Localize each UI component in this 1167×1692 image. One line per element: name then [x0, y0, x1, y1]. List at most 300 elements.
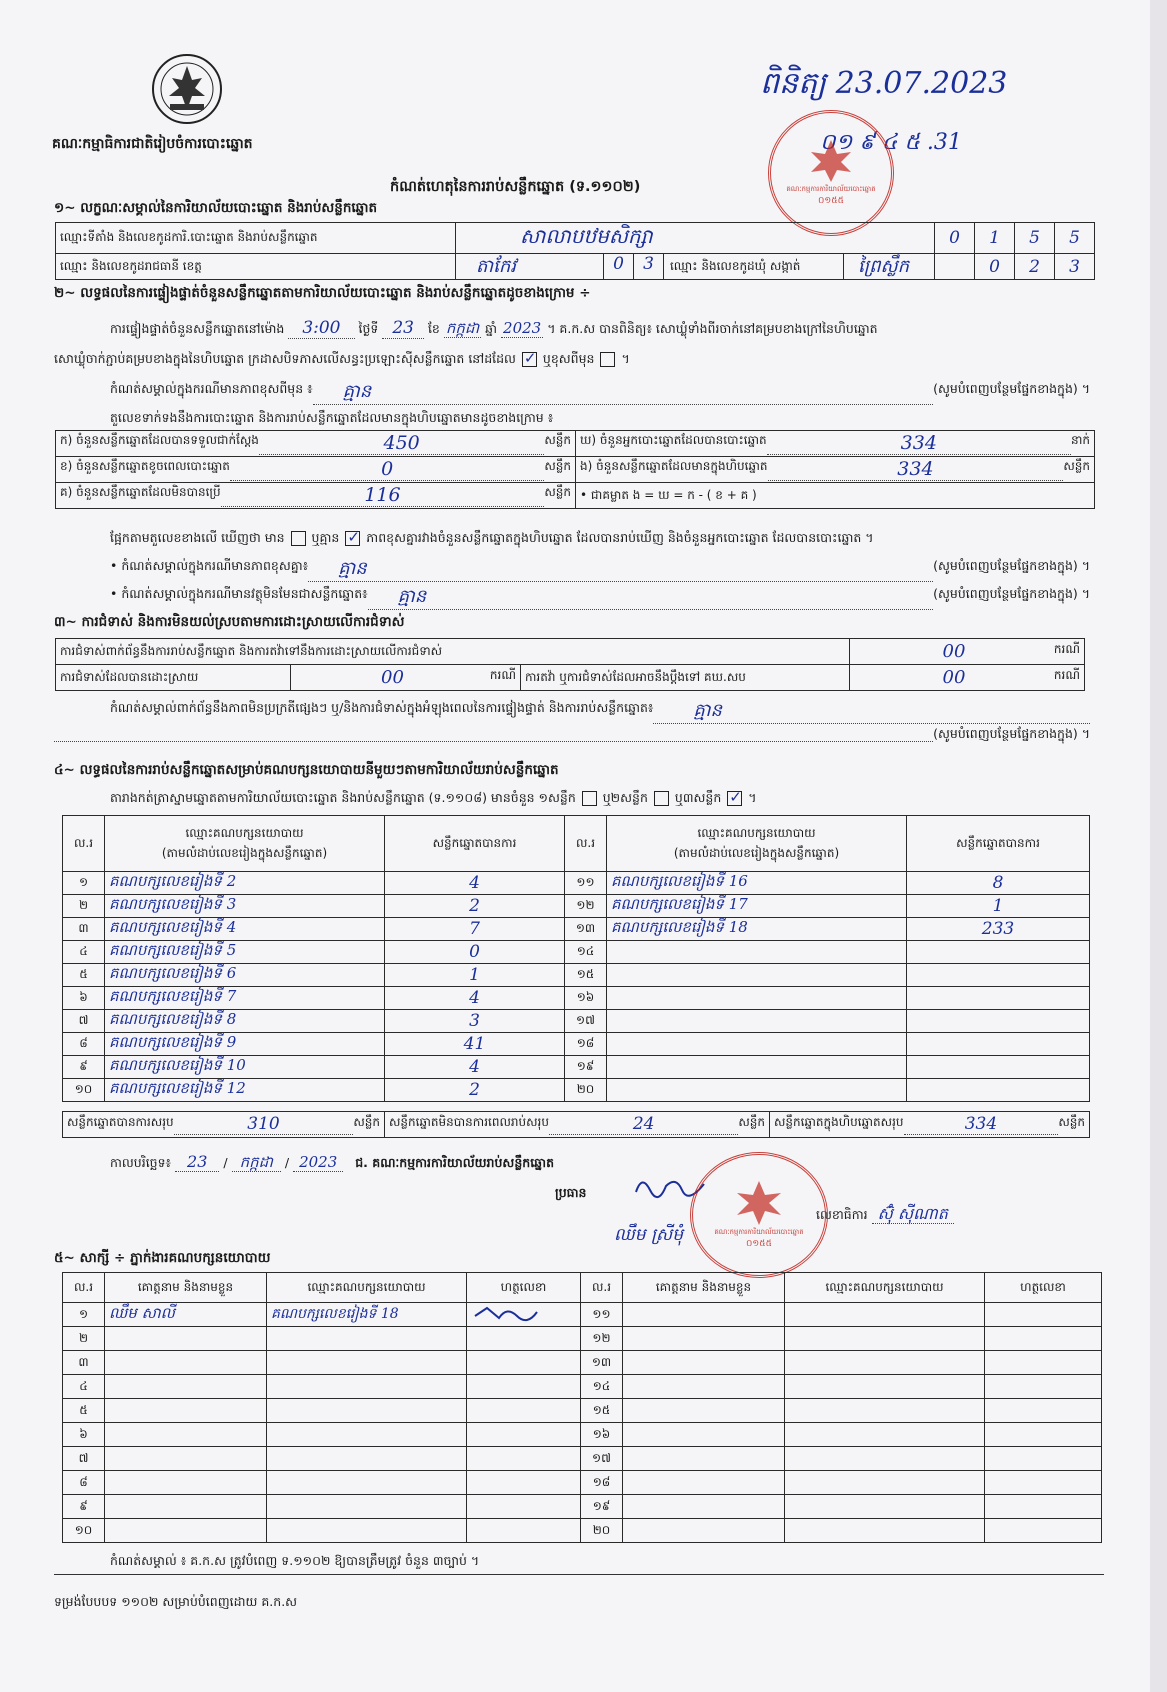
witness-name: [623, 1351, 785, 1375]
witness-col-sign: ហត្ថលេខា: [467, 1273, 581, 1303]
witness-no: ៣: [63, 1351, 105, 1375]
col-party-header: ឈ្មោះគណបក្សនយោបាយ: [185, 826, 304, 841]
ballot-figures-table: [55, 430, 1095, 509]
result-votes: [907, 1010, 1090, 1033]
section3-heading: ៣~ ការជំទាស់ និងការមិនយល់ស្របតាមការដោះស្រាយលើការជំទាស់: [54, 614, 405, 630]
witness-col-name: គោត្តនាម និងនាមខ្លួន: [623, 1273, 785, 1303]
discrepancy-no-checkbox[interactable]: [345, 531, 360, 546]
witness-signature: [985, 1519, 1102, 1543]
province-label: ឈ្មោះ និងលេខកូដរាជធានី ខេត្ត: [56, 254, 456, 280]
witness-no: ១២: [581, 1327, 623, 1351]
change-note-hint: (សូមបំពេញបន្ថែមផ្នែកខាងក្នុង) ។: [933, 381, 1090, 396]
witness-no: ៩: [63, 1495, 105, 1519]
result-votes: [907, 1033, 1090, 1056]
table-row: [63, 1519, 1102, 1543]
result-no: ៩: [63, 1056, 105, 1079]
ka-label: ក) ចំនួនសន្លឹកឆ្នោតដែលបានទទួលជាក់ស្ដែង: [60, 433, 259, 447]
witness-signature: [467, 1375, 581, 1399]
unit-label: សន្លឹក: [1058, 1115, 1085, 1129]
witness-name: [623, 1303, 785, 1327]
result-party: [607, 1033, 907, 1056]
witness-signature: [467, 1327, 581, 1351]
witness-no: ១៤: [581, 1375, 623, 1399]
nec-logo: [150, 52, 224, 126]
table-row: [63, 895, 1090, 918]
verification-time-label: ការផ្ទៀងផ្ទាត់ចំនួនសន្លឹកឆ្នោតនៅម៉ោង: [110, 321, 285, 336]
witness-col-sign: ហត្ថលេខា: [985, 1273, 1102, 1303]
result-no: ១៣: [565, 918, 607, 941]
result-no: ២: [63, 895, 105, 918]
witness-party: [267, 1495, 467, 1519]
result-party: គណបក្សលេខរៀងទី 5: [105, 941, 385, 964]
table-row: [63, 872, 1090, 895]
result-party: គណបក្សលេខរៀងទី 16: [607, 872, 907, 895]
witness-no: ៨: [63, 1471, 105, 1495]
col-party-subheader: (តាមលំដាប់លេខរៀងក្នុងសន្លឹកឆ្នោត): [161, 845, 328, 860]
location-code-digit: 5: [1055, 223, 1095, 254]
col-no-header: ល.រ: [63, 816, 105, 872]
seal-emblem-icon: [729, 1179, 789, 1225]
result-no: ៦: [63, 987, 105, 1010]
irregularity-note-line: [110, 700, 1090, 724]
witness-no: ១៧: [581, 1447, 623, 1471]
ko-label: គ) ចំនួនសន្លឹកឆ្នោតដែលមិនបានប្រើ: [60, 485, 221, 499]
two-sheet-checkbox[interactable]: [654, 791, 669, 806]
witness-no: ១០: [63, 1519, 105, 1543]
nec-emblem-icon: [150, 52, 224, 126]
result-votes: [907, 1056, 1090, 1079]
unit-label: សន្លឹក: [738, 1115, 765, 1129]
discrepancy-line: [110, 530, 874, 546]
unchanged-checkbox[interactable]: [522, 352, 537, 367]
seal-emblem-icon: [803, 138, 859, 182]
appeal-value: 00: [942, 667, 966, 688]
witness-signature: [985, 1303, 1102, 1327]
change-note-line: [110, 381, 1090, 405]
witness-no: ២០: [581, 1519, 623, 1543]
witness-col-party: ឈ្មោះគណបក្សនយោបាយ: [785, 1273, 985, 1303]
result-votes: 4: [385, 872, 565, 895]
table-row: [63, 1447, 1102, 1471]
witness-party: [267, 1471, 467, 1495]
location-label: ឈ្មោះទីតាំង និងលេខកូដការិ.បោះឆ្នោត និងរាប់សន្លឹកឆ្នោត: [56, 223, 456, 254]
org-name: គណៈកម្មាធិការជាតិរៀបចំការបោះឆ្នោត: [52, 136, 253, 152]
irregularity-note-hint: (សូមបំពេញបន្ថែមផ្នែកខាងក្នុង) ។: [933, 726, 1090, 741]
result-party: [607, 964, 907, 987]
province-value: តាកែវ: [476, 256, 516, 277]
seal-status-text: សោឃ្លុំចាក់ភ្ជាប់គម្របខាងក្នុងនៃហិបឆ្នោត ក្រដាសបិទភាសលើសន្ធះប្រឡោះស៊ីសន្លឹកឆ្នោត នៅដដែល: [54, 351, 516, 366]
totals-table: [62, 1111, 1090, 1138]
result-party: គណបក្សលេខរៀងទី 6: [105, 964, 385, 987]
witness-signature: [467, 1423, 581, 1447]
footer-form-code: ទម្រង់បែបបទ ១១០២ សម្រាប់បំពេញដោយ គ.ក.ស: [54, 1594, 298, 1609]
unit-label: សន្លឹក: [1063, 459, 1090, 473]
witness-party: [267, 1519, 467, 1543]
witness-name: [105, 1375, 267, 1399]
table-row: [63, 1033, 1090, 1056]
changed-checkbox[interactable]: [600, 352, 615, 367]
unit-label: សន្លឹក: [544, 433, 571, 447]
total-valid-label: សន្លឹកឆ្នោតបានការសរុប: [67, 1115, 174, 1129]
witness-signature: [985, 1327, 1102, 1351]
seal-check-text: ។ គ.ក.ស បានពិនិត្យ៖ សោឃ្លុំទាំងពីរចាក់នៅគម្របខាងក្រៅនៃហិបឆ្នោត: [547, 321, 878, 336]
foreign-object-note-hint: (សូមបំពេញបន្ថែមផ្នែកខាងក្នុង) ។: [933, 586, 1090, 601]
table-row: [63, 1010, 1090, 1033]
witness-signature: [985, 1351, 1102, 1375]
witness-table: [62, 1272, 1102, 1543]
resolved-value: 00: [381, 667, 404, 688]
witness-party: [785, 1327, 985, 1351]
day-label: ថ្ងៃទី: [358, 321, 379, 336]
table-row: [63, 1399, 1102, 1423]
month-label: ខែ: [427, 321, 440, 336]
signing-day: 23: [175, 1152, 219, 1172]
result-party: គណបក្សលេខរៀងទី 7: [105, 987, 385, 1010]
appeal-label: ការតវ៉ា ឬការជំទាស់ដែលអាចនឹងប្ដឹងទៅ គឃ.សប: [521, 665, 850, 691]
signing-date-label: កាលបរិច្ឆេទ៖: [110, 1155, 172, 1170]
kho-label: ឃ) ចំនួនអ្នកបោះឆ្នោតដែលបានបោះឆ្នោត: [580, 433, 767, 447]
result-party: [607, 987, 907, 1010]
signing-month: កក្កដា: [232, 1153, 281, 1172]
difference-note-line: [110, 558, 1090, 582]
foreign-object-note-label: • កំណត់សម្គាល់ក្នុងករណីមានវត្ថុមិនមែនជាសន្លឹកឆ្នោត៖: [110, 586, 368, 601]
result-no: ១០: [63, 1079, 105, 1102]
handwritten-ref: ០១ ៩ ៤ ៥ .31: [820, 130, 962, 155]
tally-sheet-line: តារាងកត់ត្រាស្នាមឆ្នោតតាមការិយាល័យបោះឆ្នោត និងរាប់សន្លឹកឆ្នោត (ទ.១១០៨) មានចំនួន ១សន្លឹក ឬ២សន្លឹក ឬ៣សន្លឹក ✓ ។: [110, 790, 756, 806]
unit-label: សន្លឹក: [544, 459, 571, 473]
commune-value: ព្រៃស្លឹក: [858, 256, 910, 277]
seal-status-line: សោឃ្លុំចាក់ភ្ជាប់គម្របខាងក្នុងនៃហិបឆ្នោត ក្រដាសបិទភាសលើសន្ធះប្រឡោះស៊ីសន្លឹកឆ្នោត នៅដដែល ✓ ឬខុសពីមុន ។: [54, 351, 630, 367]
signing-date-line: កាលបរិច្ឆេទ៖ 23 / កក្កដា / 2023 ជ. គណៈកម្មការការិយាល័យរាប់សន្លឹកឆ្នោត: [110, 1152, 555, 1171]
foreign-object-note-line: [110, 586, 1090, 610]
result-votes: [907, 1079, 1090, 1102]
total-invalid-value: 24: [632, 1114, 655, 1134]
total-invalid-label: សន្លឹកឆ្នោតមិនបានការពេលរាប់សរុប: [389, 1115, 549, 1129]
result-party: គណបក្សលេខរៀងទី 8: [105, 1010, 385, 1033]
section5-heading: ៥~ សាក្សី ÷ ភ្នាក់ងារគណបក្សនយោបាយ: [54, 1250, 271, 1266]
witness-signature: [985, 1495, 1102, 1519]
witness-name: [105, 1423, 267, 1447]
witness-name: ឈឹម សាលី: [105, 1303, 267, 1327]
witness-party: [785, 1519, 985, 1543]
result-no: ១៦: [565, 987, 607, 1010]
witness-signature: [985, 1399, 1102, 1423]
difference-note-label: • កំណត់សម្គាល់ក្នុងករណីមានភាពខុសគ្នា៖: [110, 558, 309, 573]
form-title: កំណត់ហេតុនៃការរាប់សន្លឹកឆ្នោត (ទ.១១០២): [390, 179, 641, 195]
location-value: សាលាបឋមសិក្សា: [520, 224, 653, 248]
witness-no: ១៦: [581, 1423, 623, 1447]
result-votes: [907, 941, 1090, 964]
result-votes: 233: [907, 918, 1090, 941]
case-unit: ករណី: [1053, 668, 1080, 682]
province-code-digit: 0: [604, 254, 634, 279]
result-votes: 41: [385, 1033, 565, 1056]
witness-signature-mark: [471, 1304, 541, 1322]
witness-no: ១: [63, 1303, 105, 1327]
result-votes: 0: [385, 941, 565, 964]
figures-intro: តួលេខទាក់ទងនឹងការបោះឆ្នោត និងការរាប់សន្លឹកឆ្នោតដែលមានក្នុងហិបឆ្នោតមានដូចខាងក្រោម ៖: [110, 410, 554, 425]
witness-party: [267, 1327, 467, 1351]
ka-value: 450: [383, 432, 420, 454]
table-row: [63, 1056, 1090, 1079]
witness-no: ៤: [63, 1375, 105, 1399]
result-party: [607, 1056, 907, 1079]
ko-value: 116: [364, 484, 401, 506]
table-row: [63, 1471, 1102, 1495]
witness-col-party: ឈ្មោះគណបក្សនយោបាយ: [267, 1273, 467, 1303]
result-votes: [907, 987, 1090, 1010]
witness-name: [105, 1495, 267, 1519]
objection-table: [55, 638, 1085, 691]
difference-note-value: គ្មាន: [338, 558, 367, 579]
witness-party: [267, 1399, 467, 1423]
party-results-table: [62, 815, 1090, 1102]
irregularity-note-line2: [54, 726, 1090, 742]
result-party: គណបក្សលេខរៀងទី 18: [607, 918, 907, 941]
result-no: ១៨: [565, 1033, 607, 1056]
witness-no: ៥: [63, 1399, 105, 1423]
year-label: ឆ្នាំ: [485, 321, 498, 336]
official-seal-bottom: [690, 1152, 828, 1278]
section4-heading: ៤~ លទ្ធផលនៃការរាប់សន្លឹកឆ្នោតសម្រាប់គណបក្សនយោបាយនីមួយៗតាមការិយាល័យរាប់សន្លឹកឆ្នោត: [54, 762, 559, 778]
result-no: ១៤: [565, 941, 607, 964]
result-no: ២០: [565, 1079, 607, 1102]
change-note-value: គ្មាន: [342, 381, 372, 402]
result-no: ១: [63, 872, 105, 895]
col-votes-header: សន្លឹកឆ្នោតបានការ: [385, 816, 565, 872]
seal-text: គណៈកម្មការការិយាល័យបោះឆ្នោត: [786, 185, 876, 193]
witness-name: [623, 1327, 785, 1351]
secretary-label: លេខាធិការ: [816, 1207, 868, 1222]
commune-code-digit: 2: [1015, 254, 1055, 280]
witness-name: [623, 1375, 785, 1399]
witness-party: [785, 1303, 985, 1327]
table-row: [63, 1327, 1102, 1351]
result-party: គណបក្សលេខរៀងទី 2: [105, 872, 385, 895]
unit-label: នាក់: [1070, 433, 1090, 447]
one-sheet-checkbox[interactable]: [582, 791, 597, 806]
result-no: ១៩: [565, 1056, 607, 1079]
foreign-object-note-value: គ្មាន: [397, 586, 427, 607]
formula: • ជាគម្លាត ង = ឃ = ក - ( ខ + គ ): [576, 483, 1095, 509]
year-value: 2023: [503, 319, 542, 337]
secretary-line: [816, 1204, 954, 1224]
two-sheet-label: ឬ២សន្លឹក: [602, 790, 648, 805]
difference-note-hint: (សូមបំពេញបន្ថែមផ្នែកខាងក្នុង) ។: [933, 558, 1090, 573]
witness-name: [105, 1519, 267, 1543]
witness-party: គណបក្សលេខរៀងទី 18: [267, 1303, 467, 1327]
result-no: ៨: [63, 1033, 105, 1056]
three-sheet-checkbox[interactable]: [727, 791, 742, 806]
witness-party: [267, 1447, 467, 1471]
witness-party: [267, 1375, 467, 1399]
witness-name: [623, 1447, 785, 1471]
witness-party: [267, 1351, 467, 1375]
witness-party: [785, 1375, 985, 1399]
witness-name: [105, 1399, 267, 1423]
col-party-header: ឈ្មោះគណបក្សនយោបាយ: [697, 826, 816, 841]
result-votes: 1: [385, 964, 565, 987]
witness-signature: [985, 1471, 1102, 1495]
table-row: [63, 987, 1090, 1010]
result-votes: 8: [907, 872, 1090, 895]
witness-name: [623, 1399, 785, 1423]
table-row: [63, 1079, 1090, 1102]
change-note-label: កំណត់សម្គាល់ក្នុងករណីមានភាពខុសពីមុន ៖: [110, 381, 313, 396]
result-votes: [907, 964, 1090, 987]
table-row: [63, 918, 1090, 941]
result-party: [607, 941, 907, 964]
footer-divider: [54, 1574, 1104, 1575]
unit-label: សន្លឹក: [544, 485, 571, 499]
witness-signature: [467, 1351, 581, 1375]
witness-no: ១៥: [581, 1399, 623, 1423]
result-votes: 1: [907, 895, 1090, 918]
objection-label: ការជំទាស់ពាក់ព័ន្ធនឹងការរាប់សន្លឹកឆ្នោត និងការតវ៉ាទៅនឹងការដោះស្រាយលើការជំទាស់: [56, 639, 850, 665]
signing-year: 2023: [293, 1153, 343, 1172]
result-votes: 2: [385, 895, 565, 918]
col-no-header: ល.រ: [565, 816, 607, 872]
table-row: [63, 1423, 1102, 1447]
irregularity-note-value: គ្មាន: [693, 700, 722, 721]
case-unit: ករណី: [489, 668, 516, 682]
witness-party: [785, 1471, 985, 1495]
commune-label: ឈ្មោះ និងលេខកូដឃុំ សង្កាត់: [664, 254, 844, 279]
witness-name: [105, 1471, 267, 1495]
ngo-value: 334: [897, 458, 934, 480]
witness-signature: [467, 1495, 581, 1519]
kha-value: 0: [381, 458, 394, 480]
month-value: កក្កដា: [445, 319, 480, 337]
result-votes: 2: [385, 1079, 565, 1102]
verification-line: [110, 318, 878, 339]
section2-heading: ២~ លទ្ធផលនៃការផ្ទៀងផ្ទាត់ចំនួនសន្លឹកឆ្នោតតាមការិយាល័យបោះឆ្នោត និងរាប់សន្លឹកឆ្នោតដូចខាងក្រោម ÷: [54, 285, 591, 301]
witness-col-no: ល.រ: [63, 1273, 105, 1303]
official-seal-top: [768, 110, 894, 236]
table-row: [63, 1303, 1102, 1327]
table-row: [63, 964, 1090, 987]
total-valid-value: 310: [247, 1114, 280, 1134]
witness-col-no: ល.រ: [581, 1273, 623, 1303]
time-value: 3:00: [288, 318, 354, 339]
result-no: ៣: [63, 918, 105, 941]
table-row: [63, 1351, 1102, 1375]
table-row: [63, 1375, 1102, 1399]
col-votes-header: សន្លឹកឆ្នោតបានការ: [907, 816, 1090, 872]
witness-no: ១៣: [581, 1351, 623, 1375]
result-votes: 7: [385, 918, 565, 941]
result-votes: 4: [385, 987, 565, 1010]
unit-label: សន្លឹក: [353, 1115, 380, 1129]
chair-label: ប្រធាន: [555, 1185, 587, 1200]
resolved-label: ការជំទាស់ដែលបានដោះស្រាយ: [56, 665, 291, 691]
location-code-digit: 5: [1015, 223, 1055, 254]
result-votes: 3: [385, 1010, 565, 1033]
result-no: ១៧: [565, 1010, 607, 1033]
discrepancy-text: ភាពខុសគ្នារវាងចំនួនសន្លឹកឆ្នោតក្នុងហិបឆ្នោត ដែលបានរាប់ឃើញ និងចំនួនអ្នកបោះឆ្នោត ដែលបានបោះឆ្នោត ។: [366, 530, 874, 545]
tally-sheet-text: តារាងកត់ត្រាស្នាមឆ្នោតតាមការិយាល័យបោះឆ្នោត និងរាប់សន្លឹកឆ្នោត (ទ.១១០៨) មានចំនួន ១សន្លឹក: [110, 790, 576, 805]
commune-code-digit: 3: [1055, 254, 1095, 280]
witness-name: [623, 1519, 785, 1543]
location-code-digit: 1: [975, 223, 1015, 254]
col-party-subheader: (តាមលំដាប់លេខរៀងក្នុងសន្លឹកឆ្នោត): [673, 845, 840, 860]
seal-text: គណៈកម្មការការិយាល័យបោះឆ្នោត: [714, 1228, 804, 1236]
member-name: ឈឹម ស្រីមុំ: [614, 1225, 683, 1245]
result-party: [607, 1079, 907, 1102]
irregularity-note-label: កំណត់សម្គាល់ពាក់ព័ន្ធនឹងភាពមិនប្រក្រតីផ្សេងៗ ឬ/និងការជំទាស់ក្នុងអំឡុងពេលនៃការផ្ទៀងផ្ទាត់ និងការរាប់សន្លឹកឆ្នោត៖: [110, 700, 654, 715]
witness-party: [785, 1423, 985, 1447]
seal-code: ០១៥៥: [818, 196, 844, 206]
seal-code: ០១៥៥: [746, 1239, 772, 1249]
secretary-name: ស៊ុំ ស៊ីណាត: [872, 1204, 954, 1224]
witness-signature: [985, 1423, 1102, 1447]
witness-name: [105, 1447, 267, 1471]
witness-name: [623, 1423, 785, 1447]
result-no: ១១: [565, 872, 607, 895]
total-box-value: 334: [964, 1114, 998, 1134]
witness-name: [623, 1471, 785, 1495]
result-no: ៥: [63, 964, 105, 987]
objection-value: 00: [942, 641, 966, 662]
section1-table: [55, 222, 1095, 280]
result-party: គណបក្សលេខរៀងទី 12: [105, 1079, 385, 1102]
witness-name: [105, 1351, 267, 1375]
discrepancy-yes-checkbox[interactable]: [291, 531, 306, 546]
witness-signature: [467, 1519, 581, 1543]
witness-no: ១៩: [581, 1495, 623, 1519]
witness-signature: [467, 1447, 581, 1471]
witness-party: [785, 1399, 985, 1423]
witness-no: ៦: [63, 1423, 105, 1447]
result-party: គណបក្សលេខរៀងទី 17: [607, 895, 907, 918]
result-party: គណបក្សលេខរៀងទី 10: [105, 1056, 385, 1079]
result-party: គណបក្សលេខរៀងទី 4: [105, 918, 385, 941]
witness-signature: [985, 1447, 1102, 1471]
witness-no: ២: [63, 1327, 105, 1351]
result-no: ៧: [63, 1010, 105, 1033]
result-party: គណបក្សលេខរៀងទី 9: [105, 1033, 385, 1056]
result-votes: 4: [385, 1056, 565, 1079]
result-no: ១៥: [565, 964, 607, 987]
handwritten-date: ពិនិត្យ 23.07.2023: [760, 66, 1008, 101]
witness-no: ១៨: [581, 1471, 623, 1495]
commune-code-digit: 0: [975, 254, 1015, 280]
result-no: ៤: [63, 941, 105, 964]
witness-signature: [467, 1471, 581, 1495]
witness-no: ៧: [63, 1447, 105, 1471]
witness-signature: [467, 1303, 581, 1327]
result-party: [607, 1010, 907, 1033]
three-sheet-label: ឬ៣សន្លឹក: [674, 790, 722, 805]
discrepancy-no-label: ឬគ្មាន: [311, 530, 340, 545]
case-unit: ករណី: [1053, 642, 1080, 656]
witness-signature: [467, 1399, 581, 1423]
witness-party: [785, 1495, 985, 1519]
footer-note: កំណត់សម្គាល់ ៖ គ.ក.ស ត្រូវបំពេញ ទ.១១០២ ឱ្យបានត្រឹមត្រូវ ចំនួន ៣ច្បាប់ ។: [110, 1553, 480, 1568]
committee-label: ជ. គណៈកម្មការការិយាល័យរាប់សន្លឹកឆ្នោត: [355, 1155, 555, 1170]
witness-signature: [985, 1375, 1102, 1399]
kho-value: 334: [900, 432, 937, 454]
province-code-digit: 3: [634, 254, 664, 279]
witness-name: [623, 1495, 785, 1519]
ngo-label: ង) ចំនួនសន្លឹកឆ្នោតដែលមានក្នុងហិបឆ្នោត: [580, 459, 768, 473]
witness-no: ១១: [581, 1303, 623, 1327]
location-code-digit: 0: [935, 223, 975, 254]
witness-party: [785, 1447, 985, 1471]
table-row: [63, 1495, 1102, 1519]
witness-col-name: គោត្តនាម និងនាមខ្លួន: [105, 1273, 267, 1303]
witness-party: [785, 1351, 985, 1375]
